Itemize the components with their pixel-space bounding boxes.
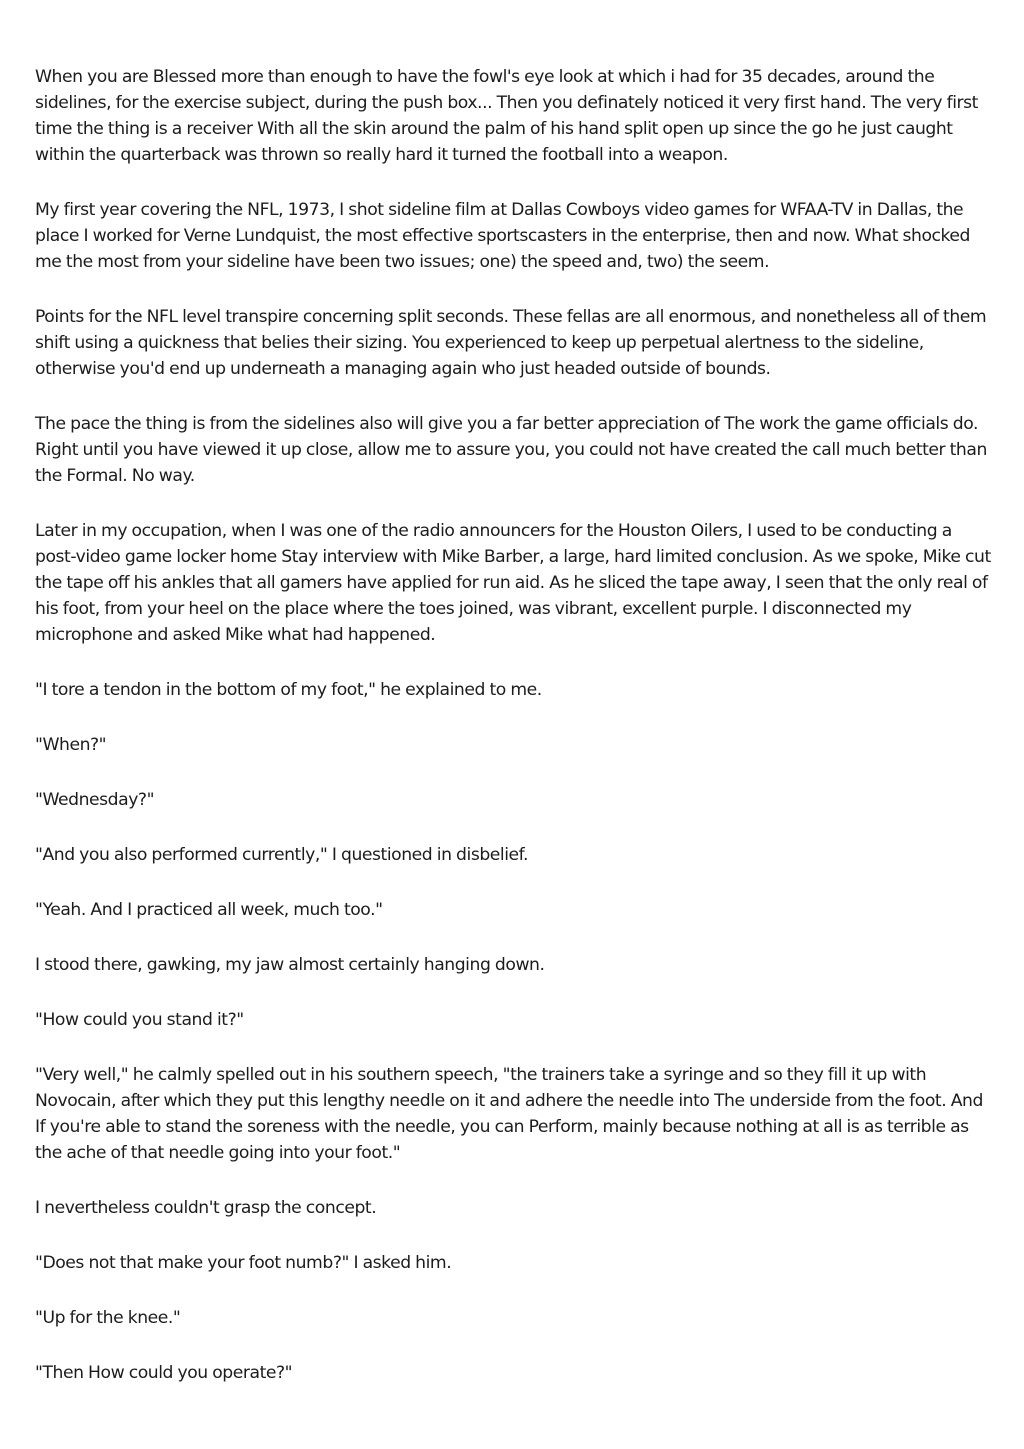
paragraph: "How could you stand it?" bbox=[35, 1010, 244, 1030]
paragraph: When you are Blessed more than enough to have the fowl's eye look at which i had for 35 decades, around the sidelines, for the exercise subject, during the push box... Then you definately noticed it very first hand. The very first time the thing is a receiver With all the skin around the palm of his hand split open up since the go he just caught within the quarterback was thrown so really hard it turned the football into a weapon. bbox=[35, 67, 978, 165]
paragraph: The pace the thing is from the sidelines also will give you a far better appreciation of The work the game officials do. Right until you have viewed it up close, allow me to assure you, you could not have created the call much better than the Formal. No way. bbox=[35, 414, 987, 486]
paragraph: I stood there, gawking, my jaw almost certainly hanging down. bbox=[35, 955, 545, 975]
paragraph: "Very well," he calmly spelled out in his southern speech, "the trainers take a syringe and so they fill it up with Novocain, after which they put this lengthy needle on it and adhere the needle into The underside from the foot. And If you're able to stand the soreness with the needle, you can Perform, mainly because nothing at all is as terrible as the ache of that needle going into your foot." bbox=[35, 1065, 983, 1163]
article-body bbox=[35, 64, 995, 1415]
paragraph: "Yeah. And I practiced all week, much too." bbox=[35, 900, 383, 920]
paragraph: I nevertheless couldn't grasp the concept. bbox=[35, 1198, 377, 1218]
paragraph: My first year covering the NFL, 1973, I shot sideline film at Dallas Cowboys video games for WFAA-TV in Dallas, the place I worked for Verne Lundquist, the most effective sportscasters in the enterprise, then and now. What shocked me the most from your sideline have been two issues; one) the speed and, two) the seem. bbox=[35, 200, 970, 272]
paragraph: "I tore a tendon in the bottom of my foot," he explained to me. bbox=[35, 680, 542, 700]
paragraph: Points for the NFL level transpire concerning split seconds. These fellas are all enormous, and nonetheless all of them shift using a quickness that belies their sizing. You experienced to keep up perpetual alertness to the sideline, otherwise you'd end up underneath a managing again who just headed outside of bounds. bbox=[35, 307, 987, 379]
paragraph: "And you also performed currently," I questioned in disbelief. bbox=[35, 845, 529, 865]
paragraph: "Then How could you operate?" bbox=[35, 1363, 293, 1383]
paragraph: Later in my occupation, when I was one of the radio announcers for the Houston Oilers, I used to be conducting a post-video game locker home Stay interview with Mike Barber, a large, hard limited conclusion. As we spoke, Mike cut the tape off his ankles that all gamers have applied for run aid. As he sliced the tape away, I seen that the only real of his foot, from your heel on the place where the toes joined, was vibrant, excellent purple. I disconnected my microphone and asked Mike what had happened. bbox=[35, 521, 991, 645]
paragraph: "Wednesday?" bbox=[35, 790, 155, 810]
paragraph: "When?" bbox=[35, 735, 107, 755]
paragraph: "Up for the knee." bbox=[35, 1308, 181, 1328]
paragraph: "Does not that make your foot numb?" I asked him. bbox=[35, 1253, 452, 1273]
